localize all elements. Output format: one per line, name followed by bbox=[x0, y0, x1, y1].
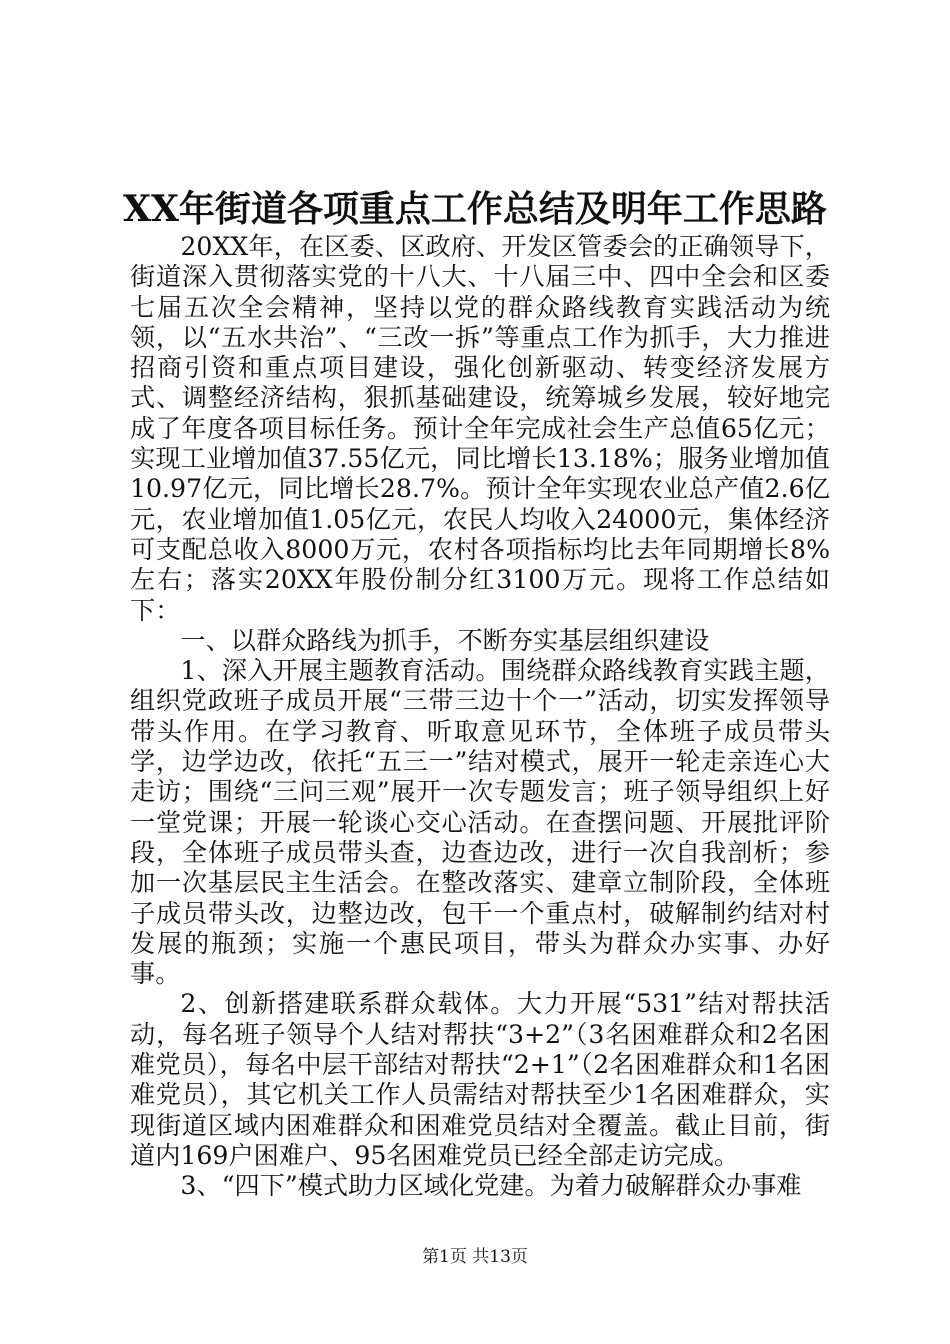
paragraph-item-2: 2、创新搭建联系群众载体。大力开展“531”结对帮扶活动，每名班子领导个人结对帮扶“3+2”（3名困难群众和2名困难党员），每名中层干部结对帮扶“2+1”（2名困难群众和1名困难党员），其它机关工作人员需结对帮扶至少1名困难群众，实现街道区域内困难群众和困难党员结对全覆盖。截止目前，街道内169户困难户、95名困难党员已经全部走访完成。 bbox=[130, 989, 830, 1170]
paragraph-item-3: 3、“四下”模式助力区域化党建。为着力破解群众办事难 bbox=[180, 1171, 802, 1201]
document-body bbox=[130, 232, 830, 1202]
page-number-footer: 第1页 共13页 bbox=[422, 1247, 528, 1267]
paragraph-item-1: 1、深入开展主题教育活动。围绕群众路线教育实践主题，组织党政班子成员开展“三带三边十个一”活动，切实发挥领导带头作用。在学习教育、听取意见环节，全体班子成员带头学，边学边改，依托“五三一”结对模式，展开一轮走亲连心大走访；围绕“三问三观”展开一次专题发言；班子领导组织上好一堂党课；开展一轮谈心交心活动。在查摆问题、开展批评阶段，全体班子成员带头查，边查边改，进行一次自我剖析；参加一次基层民主生活会。在整改落实、建章立制阶段，全体班子成员带头改，边整边改，包干一个重点村，破解制约结对村发展的瓶颈；实施一个惠民项目，带头为群众办实事、办好事。 bbox=[130, 656, 830, 989]
paragraph-intro: 20XX年，在区委、区政府、开发区管委会的正确领导下，街道深入贯彻落实党的十八大、十八届三中、四中全会和区委七届五次全会精神，坚持以党的群众路线教育实践活动为统领，以“五水共治”、“三改一拆”等重点工作为抓手，大力推进招商引资和重点项目建设，强化创新驱动、转变经济发展方式、调整经济结构，狠抓基础建设，统筹城乡发展，较好地完成了年度各项目标任务。预计全年完成社会生产总值65亿元；实现工业增加值37.55亿元，同比增长13.18%；服务业增加值10.97亿元，同比增长28.7%。预计全年实现农业总产值2.6亿元，农业增加值1.05亿元，农民人均收入24000元，集体经济可支配总收入8000万元，农村各项指标均比去年同期增长8%左右；落实20XX年股份制分红3100万元。现将工作总结如下： bbox=[130, 232, 830, 625]
section-heading-1: 一、以群众路线为抓手，不断夯实基层组织建设 bbox=[180, 625, 710, 655]
document-title: XX年街道各项重点工作总结及明年工作思路 bbox=[123, 188, 827, 230]
